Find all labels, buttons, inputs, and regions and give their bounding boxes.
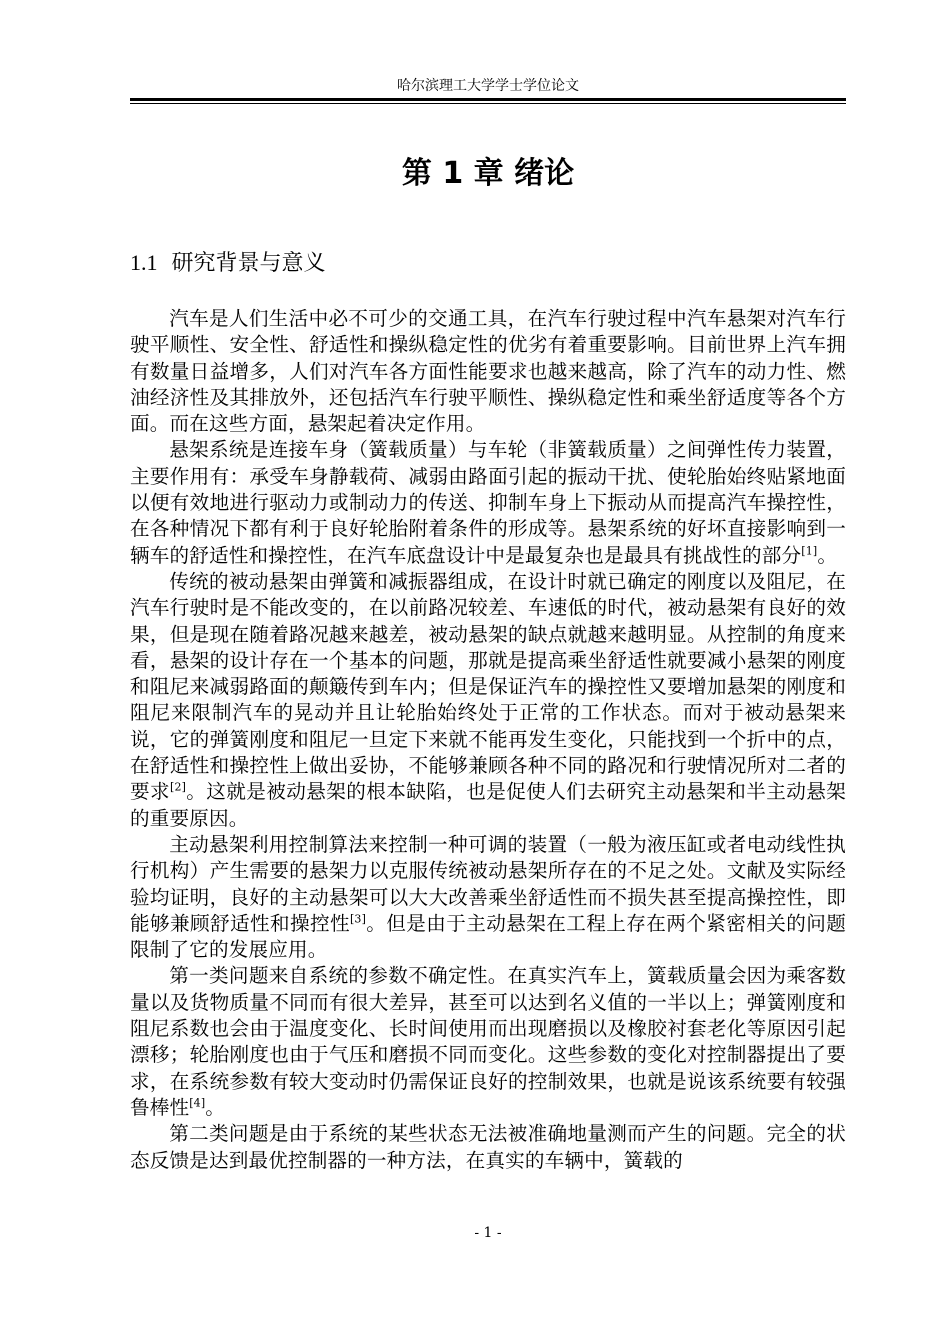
body-text bbox=[130, 306, 846, 1174]
paragraph-text: 汽车是人们生活中必不可少的交通工具，在汽车行驶过程中汽车悬架对汽车行驶平顺性、安全性、舒适性和操纵稳定性的优劣有着重要影响。目前世界上汽车拥有数量日益增多，人们对汽车各方面性能要求也越来越高，除了汽车的动力性、燃油经济性及其排放外，还包括汽车行驶平顺性、操纵稳定性和乘坐舒适度等各个方面。而在这些方面，悬架起着决定作用。 bbox=[130, 307, 846, 436]
paragraph-text: 主动悬架利用控制算法来控制一种可调的装置（一般为液压缸或者电动线性执行机构）产生需要的悬架力以克服传统被动悬架所存在的不足之处。文献及实际经验均证明，良好的主动悬架可以大大改善乘坐舒适性而不损失甚至提高操控性，即能够兼顾舒适性和操控性 bbox=[130, 832, 846, 935]
paragraph bbox=[130, 306, 846, 437]
paragraph-text: 第二类问题是由于系统的某些状态无法被准确地量测而产生的问题。完全的状态反馈是达到最优控制器的一种方法，在真实的车辆中，簧载的 bbox=[130, 1122, 846, 1172]
header-rule-thick bbox=[130, 98, 846, 101]
paragraph bbox=[130, 569, 846, 832]
paragraph-text: 悬架系统是连接车身（簧载质量）与车轮（非簧载质量）之间弹性传力装置，主要作用有：承受车身静载荷、减弱由路面引起的振动干扰、使轮胎始终贴紧地面以便有效地进行驱动力或制动力的传送、抑制车身上下振动从而提高汽车操控性，在各种情况下都有利于良好轮胎附着条件的形成等。悬架系统的好坏直接影响到一辆车的舒适性和操控性，在汽车底盘设计中是最复杂也是最具有挑战性的部分 bbox=[130, 438, 846, 567]
paragraph-text: 第一类问题来自系统的参数不确定性。在真实汽车上，簧载质量会因为乘客数量以及货物质量不同而有很大差异，甚至可以达到名义值的一半以上；弹簧刚度和阻尼系数也会由于温度变化、长时间使用而出现磨损以及橡胶衬套老化等原因引起漂移；轮胎刚度也由于气压和磨损不同而变化。这些参数的变化对控制器提出了要求，在系统参数有较大变动时仍需保证良好的控制效果，也就是说该系统要有较强鲁棒性 bbox=[130, 964, 846, 1119]
section-number: 1.1 bbox=[130, 250, 158, 275]
citation-ref: [3] bbox=[349, 912, 367, 926]
header-rule-thin bbox=[130, 103, 846, 104]
paragraph-text: 。 bbox=[205, 1095, 226, 1119]
citation-ref: [4] bbox=[189, 1096, 206, 1110]
paragraph-text: 。 bbox=[817, 543, 838, 567]
section-heading bbox=[130, 246, 846, 281]
paragraph bbox=[130, 963, 846, 1121]
paragraph bbox=[130, 832, 846, 963]
paragraph bbox=[130, 437, 846, 568]
paragraph bbox=[130, 1121, 846, 1174]
chapter-title: 第 1 章 绪论 bbox=[401, 156, 575, 191]
page-number: - 1 - bbox=[474, 1225, 502, 1241]
section-title-text: 研究背景与意义 bbox=[171, 251, 326, 276]
running-header: 哈尔滨理工大学学士学位论文 bbox=[397, 78, 579, 94]
citation-ref: [2] bbox=[170, 780, 187, 794]
paragraph-text: 传统的被动悬架由弹簧和减振器组成，在设计时就已确定的刚度以及阻尼，在汽车行驶时是不能改变的，在以前路况较差、车速低的时代，被动悬架有良好的效果，但是现在随着路况越来越差，被动悬架的缺点就越来越明显。从控制的角度来看，悬架的设计存在一个基本的问题，那就是提高乘坐舒适性就要减小悬架的刚度和阻尼来减弱路面的颠簸传到车内；但是保证汽车的操控性又要增加悬架的刚度和阻尼来限制汽车的晃动并且让轮胎始终处于正常的工作状态。而对于被动悬架来说，它的弹簧刚度和阻尼一旦定下来就不能再发生变化，只能找到一个折中的点，在舒适性和操控性上做出妥协，不能够兼顾各种不同的路况和行驶情况所对二者的要求 bbox=[130, 569, 846, 804]
citation-ref: [1] bbox=[801, 544, 818, 558]
paragraph-text: 。这就是被动悬架的根本缺陷，也是促使人们去研究主动悬架和半主动悬架的重要原因。 bbox=[130, 780, 846, 830]
paragraph-text: 。但是由于主动悬架在工程上存在两个紧密相关的问题限制了它的发展应用。 bbox=[130, 911, 846, 962]
